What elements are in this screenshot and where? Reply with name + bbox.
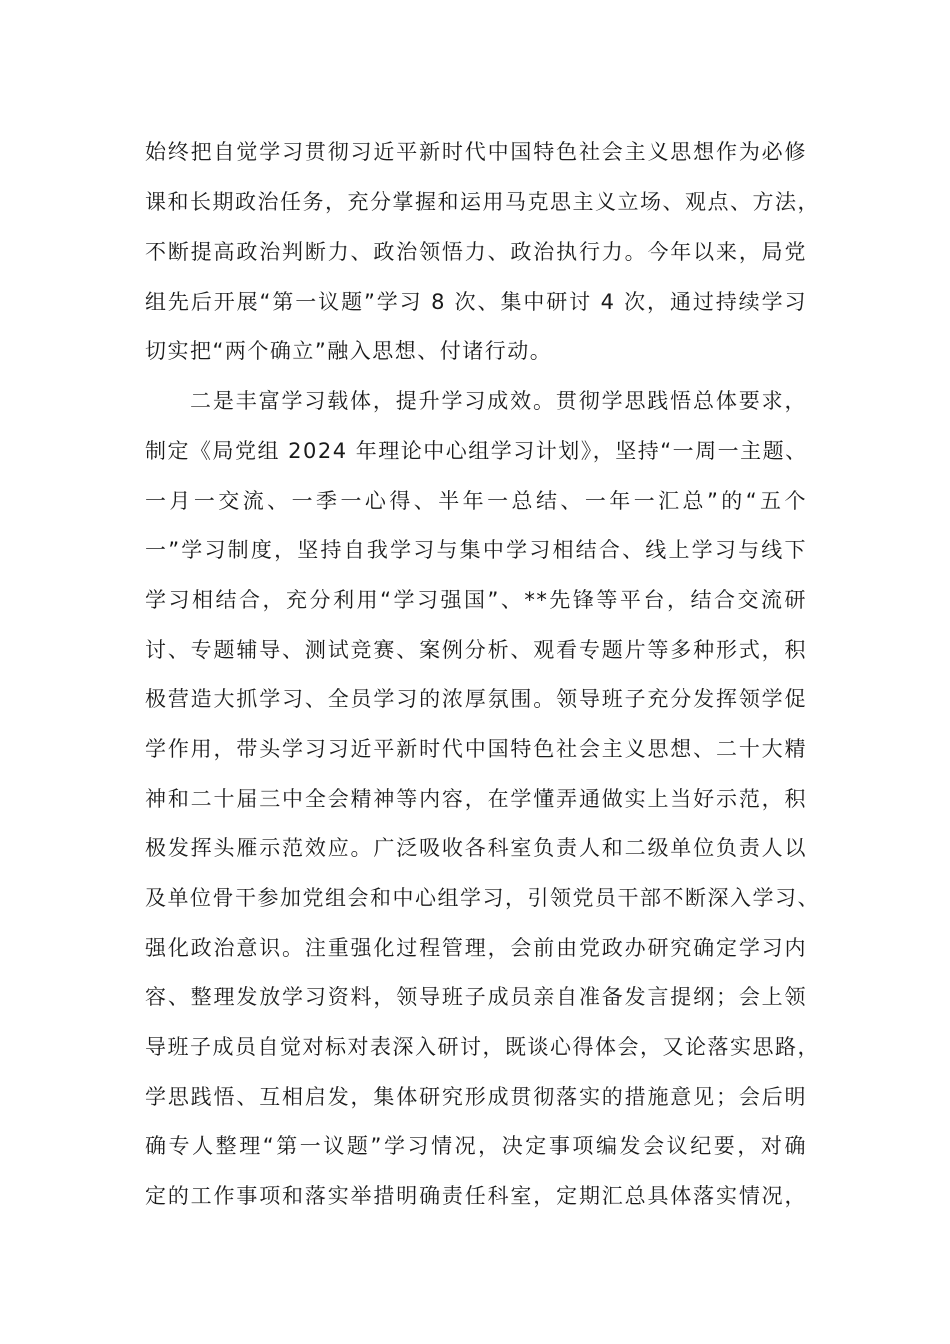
text-line: 容、整理发放学习资料，领导班子成员亲自准备发言提纲；会上领 — [145, 985, 807, 1009]
text-line: 定的工作事项和落实举措明确责任科室，定期汇总具体落实情况， — [145, 1184, 807, 1208]
text-line: 一”学习制度，坚持自我学习与集中学习相结合、线上学习与线下 — [145, 538, 807, 562]
text-line: 学习相结合，充分利用“学习强国”、**先锋等平台，结合交流研 — [145, 588, 807, 612]
text-line: 极营造大抓学习、全员学习的浓厚氛围。领导班子充分发挥领学促 — [145, 687, 807, 711]
text-line: 确专人整理“第一议题”学习情况，决定事项编发会议纪要，对确 — [145, 1134, 807, 1158]
text-line: 不断提高政治判断力、政治领悟力、政治执行力。今年以来，局党 — [145, 240, 807, 264]
text-line: 导班子成员自觉对标对表深入研讨，既谈心得体会，又论落实思路， — [145, 1035, 820, 1059]
text-line: 强化政治意识。注重强化过程管理，会前由党政办研究确定学习内 — [145, 936, 807, 960]
text-line: 一月一交流、一季一心得、半年一总结、一年一汇总”的“五个 — [145, 489, 807, 513]
text-line: 神和二十届三中全会精神等内容，在学懂弄通做实上当好示范，积 — [145, 787, 807, 811]
text-line-first-indented: 二是丰富学习载体，提升学习成效。贯彻学思践悟总体要求， — [190, 389, 807, 413]
text-line: 组先后开展“第一议题”学习 8 次、集中研讨 4 次，通过持续学习 — [145, 290, 807, 314]
text-line: 及单位骨干参加党组会和中心组学习，引领党员干部不断深入学习、 — [145, 886, 820, 910]
text-line: 制定《局党组 2024 年理论中心组学习计划》，坚持“一周一主题、 — [145, 439, 808, 463]
text-line: 学思践悟、互相启发，集体研究形成贯彻落实的措施意见；会后明 — [145, 1085, 807, 1109]
text-line: 切实把“两个确立”融入思想、付诸行动。 — [145, 339, 553, 363]
text-line: 学作用，带头学习习近平新时代中国特色社会主义思想、二十大精 — [145, 737, 807, 761]
text-line: 极发挥头雁示范效应。广泛吸收各科室负责人和二级单位负责人以 — [145, 836, 807, 860]
text-line: 课和长期政治任务，充分掌握和运用马克思主义立场、观点、方法， — [145, 190, 820, 214]
text-line: 始终把自觉学习贯彻习近平新时代中国特色社会主义思想作为必修 — [145, 140, 807, 164]
text-line: 讨、专题辅导、测试竞赛、案例分析、观看专题片等多种形式，积 — [145, 638, 807, 662]
